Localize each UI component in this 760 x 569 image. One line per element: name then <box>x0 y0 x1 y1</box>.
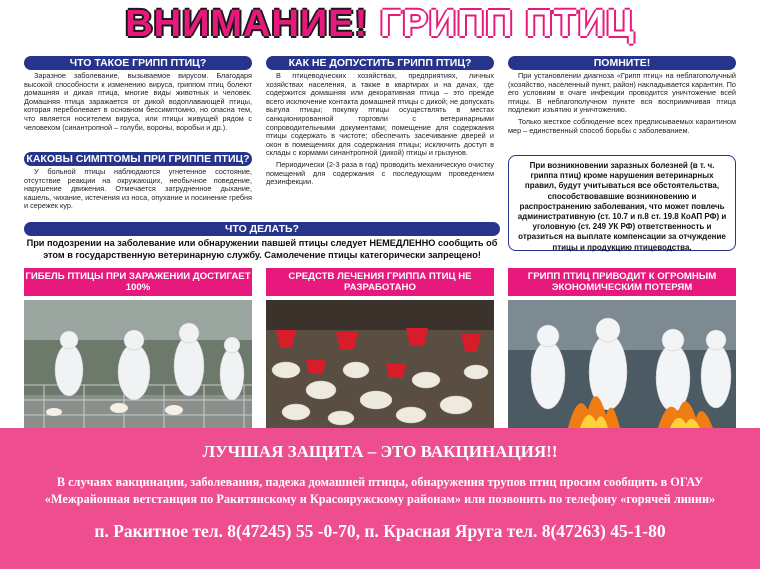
banner-headline: ЛУЧШАЯ ЗАЩИТА – ЭТО ВАКЦИНАЦИЯ!! <box>202 442 558 461</box>
text-symptoms <box>24 168 252 214</box>
header-symptoms: КАКОВЫ СИМПТОМЫ ПРИ ГРИППЕ ПТИЦ? <box>24 152 252 166</box>
paragraph-prevention-1: В птицеводческих хозяйствах, предприятиях, личных хозяйствах населения, а также в квартирах и на дачах, где содержится домашняя или декоративная птица – это прежде всего исключение контакта домашней птицы с дикой; не допускать выгула птицы; покупку птицы осуществлять в местах санкционированной торговли с ветеринарными сопроводительными документами; помещение для содержания птицы содержать в чистоте; обеспечить засечивание дверей и окон в помещениях для содержания птицы; исключить доступ в склады с кормами синантропной (дикой) птицы и грызунов. <box>266 71 494 158</box>
tag-economic-loss: ГРИПП ПТИЦ ПРИВОДИТ К ОГРОМНЫМ ЭКОНОМИЧЕСКИМ ПОТЕРЯМ <box>508 268 736 296</box>
banner-contact-text: В случаях вакцинации, заболевания, падежа домашней птицы, обнаружения трупов птиц просим сообщить в ОГАУ «Межрайонная ветстанция по Ракитянскому и Красояружскому районам» или позвонить по телефону «горячей линии» <box>44 475 716 506</box>
paragraph-symptoms: У больной птицы наблюдаются угнетенное состояние, отсутствие реакции на окружающих, необычное поведение, нарушение движения. Отмечается затрудненное дыхание, кашель, чихание, истечения из носа, опухание и посинение гребня и сережек кур. <box>24 167 252 211</box>
header-prevention: КАК НЕ ДОПУСТИТЬ ГРИПП ПТИЦ? <box>266 56 494 70</box>
header-what-is: ЧТО ТАКОЕ ГРИПП ПТИЦ? <box>24 56 252 70</box>
photo-workers-cage <box>24 300 252 428</box>
tag-no-treatment: СРЕДСТВ ЛЕЧЕНИЯ ГРИППА ПТИЦ НЕ РАЗРАБОТАНО <box>266 268 494 296</box>
text-remember <box>508 72 736 138</box>
vaccination-banner <box>0 428 760 569</box>
photo-sick-chickens <box>266 300 494 428</box>
photo-burning-birds <box>508 300 736 428</box>
page-title <box>0 0 760 50</box>
paragraph-what-is: Заразное заболевание, вызываемое вирусом. Благодаря высокой способности к изменению вируса, гриппом птиц болеют домашняя и дикая птица, многие виды животных и человек. Домашняя птица заражается от дикой водоплавающей птицы, которая переболевает в основном бессимптомно, но опасна тем, что является носителем вируса, или птицы живущей рядом с человеком (синантропной – голуби, вороны, воробьи и др.). <box>24 71 252 132</box>
paragraph-remember-1: При установлении диагноза «Грипп птиц» на неблагополучный (хозяйство, населенный пункт, район) накладывается карантин. По его условиям в очаге инфекции проводится уничтожение всей птицы. В неблагополучном пункте вся восприимчивая птица подлежит изъятию и уничтожению. <box>508 71 736 115</box>
header-remember: ПОМНИТЕ! <box>508 56 736 70</box>
title-part1: ВНИМАНИЕ! <box>125 3 369 45</box>
paragraph-remember-2: Только жесткое соблюдение всех предписываемых карантином мер – единственный способ борьбы с заболеванием. <box>508 116 736 135</box>
paragraph-prevention-2: Периодически (2-3 раза в год) проводить механическую очистку помещений для содержания с последующим проведением дезинфекции. <box>266 159 494 187</box>
tag-mortality: ГИБЕЛЬ ПТИЦЫ ПРИ ЗАРАЖЕНИИ ДОСТИГАЕТ 100% <box>24 268 252 296</box>
warning-text: При подозрении на заболевание или обнаружении павшей птицы следует НЕМЕДЛЕННО сообщить об этом в государственную ветеринарную службу. Самолечение птицы категорически запрещено! <box>26 238 498 260</box>
title-part2: ГРИПП ПТИЦ <box>379 3 635 45</box>
banner-phones: п. Ракитное тел. 8(47245) 55 -0-70, п. Красная Яруга тел. 8(47263) 45-1-80 <box>94 521 666 541</box>
text-prevention <box>266 72 494 190</box>
liability-box: При возникновении заразных болезней (в т. ч. гриппа птиц) кроме нарушения ветеринарных правил, будут учитываться все обстоятельства, способствовавшие возникновению и распространению заболевания, что может повлечь административную (ст. 10.7 и п.8 ст. 19.8 КоАП РФ) и уголовную (ст. 249 УК РФ) ответственность и отразиться на выплате компенсации за отчуждение птицы и продукцию птицеводства. <box>508 155 736 251</box>
text-what-is <box>24 72 252 135</box>
header-what-to-do: ЧТО ДЕЛАТЬ? <box>24 222 500 236</box>
